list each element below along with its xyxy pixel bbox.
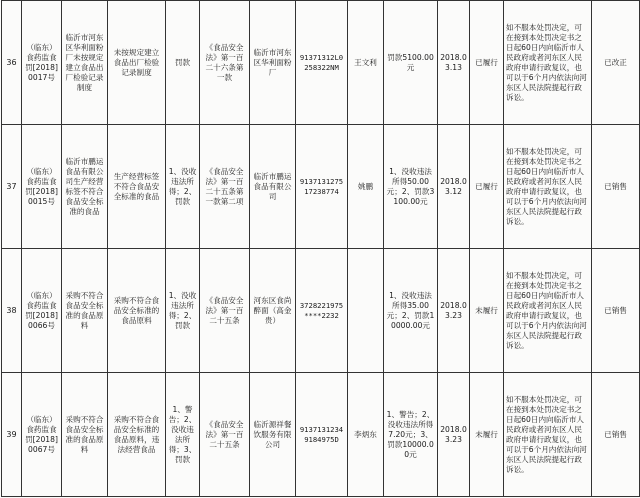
legal-representative: 姚鹏 bbox=[348, 125, 384, 249]
credit-code: 91371312L0258322NM bbox=[296, 1, 348, 125]
table-row bbox=[2, 125, 640, 249]
execution-status: 未履行 bbox=[470, 249, 504, 373]
penalty-type: 罚款 bbox=[166, 1, 200, 125]
remedy-notice: 如不服本处罚决定，可在接到本处罚决定书之日起60日内向临沂市人民政府或者河东区人民政府申请行政复议，也可以于6个月内依法向河东区人民法院提起行政诉讼。 bbox=[504, 373, 592, 497]
remedy-notice: 如不服本处罚决定，可在接到本处罚决定书之日起60日内向临沂市人民政府或者河东区人民政府申请行政复议，也可以于6个月内依法向河东区人民法院提起行政诉讼。 bbox=[504, 125, 592, 249]
legal-representative: 李炳东 bbox=[348, 373, 384, 497]
penalty-result: 1、警告；2、没收违法所得7.20元；3、罚款10000.00元 bbox=[384, 373, 438, 497]
remark: 已销售 bbox=[592, 373, 640, 497]
penalty-result: 1、没收违法所得50.00元；2、罚款3100.00元 bbox=[384, 125, 438, 249]
decision-doc-number: （临东）食药监食罚[2018]0017号 bbox=[22, 1, 62, 125]
decision-date: 2018.03.13 bbox=[438, 1, 470, 125]
penalty-type: 1、警告；2、没收违法所得；3、罚款 bbox=[166, 373, 200, 497]
legal-basis: 《食品安全法》第一百二十五条 bbox=[200, 249, 250, 373]
violation-fact: 未按规定建立食品出厂检验记录制度 bbox=[108, 1, 166, 125]
party-name: 临沂源祥餐饮服务有限公司 bbox=[250, 373, 296, 497]
table-row bbox=[2, 373, 640, 497]
remedy-notice: 如不服本处罚决定，可在接到本处罚决定书之日起60日内向临沂市人民政府或者河东区人民政府申请行政复议，也可以于6个月内依法向河东区人民法院提起行政诉讼。 bbox=[504, 249, 592, 373]
remark: 已改正 bbox=[592, 1, 640, 125]
row-number: 36 bbox=[2, 1, 22, 125]
penalty-table bbox=[1, 0, 640, 497]
table-row bbox=[2, 1, 640, 125]
legal-basis: 《食品安全法》第一百二十六条第一款 bbox=[200, 1, 250, 125]
violation-fact: 采购不符合食品安全标准的食品原料 bbox=[108, 249, 166, 373]
decision-date: 2018.03.23 bbox=[438, 373, 470, 497]
penalty-result: 1、没收违法所得35.00元；2、罚款10000.00元 bbox=[384, 249, 438, 373]
legal-representative bbox=[348, 249, 384, 373]
legal-representative: 王文利 bbox=[348, 1, 384, 125]
legal-basis: 《食品安全法》第一百二十五条 bbox=[200, 373, 250, 497]
penalty-type: 1、没收违法所得；2、罚款 bbox=[166, 125, 200, 249]
decision-doc-number: （临东）食药监食罚[2018]0066号 bbox=[22, 249, 62, 373]
remark: 已销售 bbox=[592, 125, 640, 249]
violation-fact: 生产经营标签不符合食品安全标准的食品 bbox=[108, 125, 166, 249]
remark: 已销售 bbox=[592, 249, 640, 373]
case-name: 采购不符合食品安全标准的食品原料 bbox=[62, 373, 108, 497]
row-number: 38 bbox=[2, 249, 22, 373]
execution-status: 已履行 bbox=[470, 125, 504, 249]
decision-doc-number: （临东）食药监食罚[2018]0067号 bbox=[22, 373, 62, 497]
penalty-result: 罚款5100.00元 bbox=[384, 1, 438, 125]
table-row bbox=[2, 249, 640, 373]
party-name: 河东区食尚醉面（高金贵） bbox=[250, 249, 296, 373]
legal-basis: 《食品安全法》第一百二十五条第一款第二项 bbox=[200, 125, 250, 249]
credit-code: 3728221975****2232 bbox=[296, 249, 348, 373]
execution-status: 已履行 bbox=[470, 1, 504, 125]
case-name: 临沂市鹏运食品有限公司生产经营标签不符合食品安全标准的食品 bbox=[62, 125, 108, 249]
decision-date: 2018.03.12 bbox=[438, 125, 470, 249]
decision-doc-number: （临东）食药监食罚[2018]0015号 bbox=[22, 125, 62, 249]
party-name: 临沂市鹏运食品有限公司 bbox=[250, 125, 296, 249]
credit-code: 913713127517238774 bbox=[296, 125, 348, 249]
row-number: 39 bbox=[2, 373, 22, 497]
case-name: 临沂市河东区华利面粉厂未按规定建立食品出厂检验记录制度 bbox=[62, 1, 108, 125]
decision-date: 2018.03.23 bbox=[438, 249, 470, 373]
violation-fact: 采购不符合食品安全标准的食品原料，违法经营食品 bbox=[108, 373, 166, 497]
case-name: 采购不符合食品安全标准的食品原料 bbox=[62, 249, 108, 373]
remedy-notice: 如不服本处罚决定，可在接到本处罚决定书之日起60日内向临沂市人民政府或者河东区人民政府申请行政复议，也可以于6个月内依法向河东区人民法院提起行政诉讼。 bbox=[504, 1, 592, 125]
credit-code: 91371312349184975D bbox=[296, 373, 348, 497]
penalty-type: 1、没收违法所得；2、罚款 bbox=[166, 249, 200, 373]
execution-status: 未履行 bbox=[470, 373, 504, 497]
party-name: 临沂市河东区华利面粉厂 bbox=[250, 1, 296, 125]
row-number: 37 bbox=[2, 125, 22, 249]
